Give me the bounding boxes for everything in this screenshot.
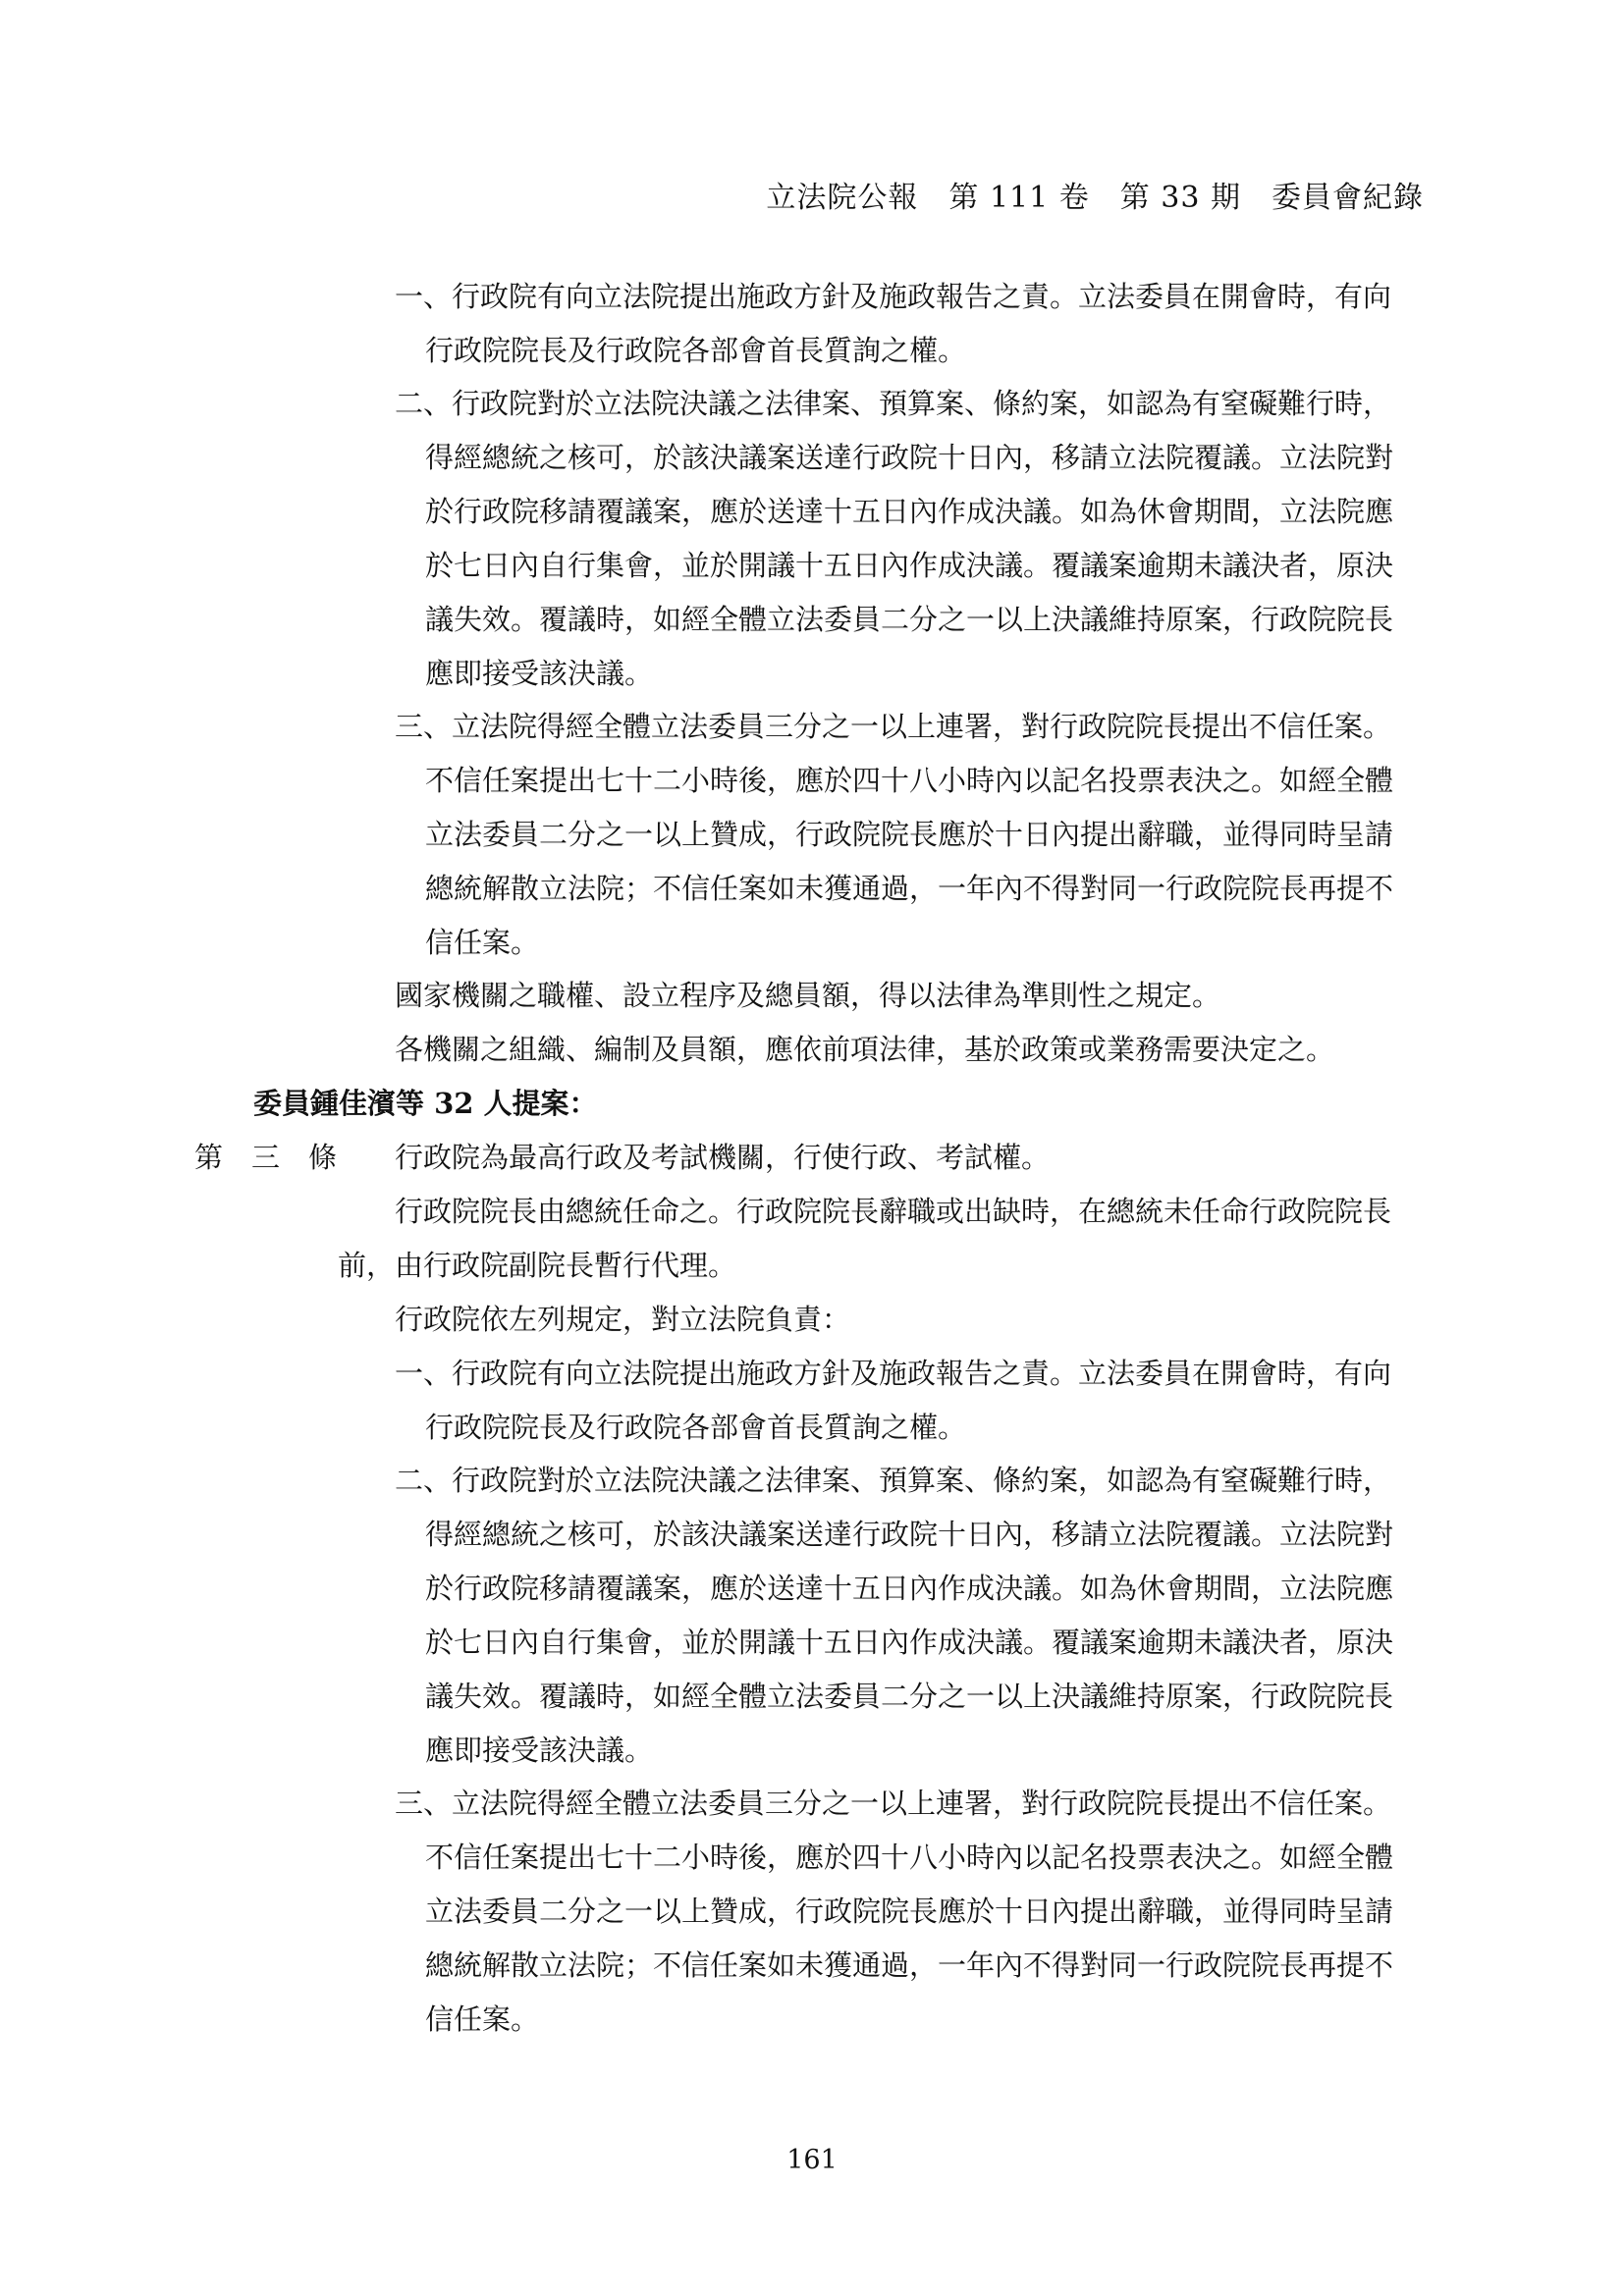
page-number: 161: [786, 2145, 838, 2175]
clause-item-3: [395, 709, 1435, 960]
clause-line: 立法委員二分之一以上贊成，行政院院長應於十日內提出辭職，並得同時呈請: [425, 818, 1394, 851]
clause-line: 二、行政院對於立法院決議之法律案、預算案、條約案，如認為有窒礙難行時，: [395, 387, 1392, 420]
clause-line: 二、行政院對於立法院決議之法律案、預算案、條約案，如認為有窒礙難行時，: [395, 1464, 1392, 1497]
clause-line: 應即接受該決議。: [425, 1734, 654, 1767]
clause-item-2: [395, 386, 1435, 691]
paragraph: 行政院依左列規定，對立法院負責：: [395, 1303, 851, 1336]
clause-line: 一、行政院有向立法院提出施政方針及施政報告之責。立法委員在開會時，有向: [395, 280, 1392, 313]
article-label: 第 三 條: [194, 1141, 338, 1174]
clause-line: 立法委員二分之一以上贊成，行政院院長應於十日內提出辭職，並得同時呈請: [425, 1895, 1394, 1928]
article-clause-item-2: [395, 1463, 1435, 1768]
clause-line: 得經總統之核可，於該決議案送達行政院十日內，移請立法院覆議。立法院對: [425, 441, 1394, 474]
clause-line: 應即接受該決議。: [425, 657, 654, 690]
page-content: [0, 279, 1624, 2055]
proposal-heading: 委員鍾佳濱等 32 人提案：: [253, 1087, 598, 1120]
page-header: 立法院公報 第 111 卷 第 33 期 委員會紀錄: [766, 181, 1424, 215]
paragraph: 各機關之組織、編制及員額，應依前項法律，基於政策或業務需要決定之。: [395, 1033, 1335, 1066]
clause-line: 議失效。覆議時，如經全體立法委員二分之一以上決議維持原案，行政院院長: [425, 1680, 1394, 1713]
clause-line: 信任案。: [425, 926, 540, 959]
clause-line: 於行政院移請覆議案，應於送達十五日內作成決議。如為休會期間，立法院應: [425, 495, 1394, 528]
clause-line: 總統解散立法院；不信任案如未獲通過，一年內不得對同一行政院院長再提不: [425, 872, 1394, 905]
clause-line: 行政院院長及行政院各部會首長質詢之權。: [425, 1411, 967, 1444]
clause-line: 三、立法院得經全體立法委員三分之一以上連署，對行政院院長提出不信任案。: [395, 1787, 1392, 1820]
clause-line: 不信任案提出七十二小時後，應於四十八小時內以記名投票表決之。如經全體: [425, 764, 1394, 797]
article-first-line: 行政院為最高行政及考試機關，行使行政、考試權。: [395, 1141, 1051, 1174]
paragraph-line: 行政院院長由總統任命之。行政院院長辭職或出缺時，在總統未任命行政院院長: [395, 1195, 1392, 1228]
clause-line: 一、行政院有向立法院提出施政方針及施政報告之責。立法委員在開會時，有向: [395, 1357, 1392, 1390]
clause-line: 三、立法院得經全體立法委員三分之一以上連署，對行政院院長提出不信任案。: [395, 710, 1392, 743]
clause-line: 總統解散立法院；不信任案如未獲通過，一年內不得對同一行政院院長再提不: [425, 1949, 1394, 1982]
clause-line: 議失效。覆議時，如經全體立法委員二分之一以上決議維持原案，行政院院長: [425, 603, 1394, 636]
clause-item-1: [395, 279, 1435, 368]
clause-line: 得經總統之核可，於該決議案送達行政院十日內，移請立法院覆議。立法院對: [425, 1518, 1394, 1551]
clause-line: 信任案。: [425, 2002, 540, 2036]
article-paragraph-2: [0, 1194, 1624, 1283]
paragraph-line: 前，由行政院副院長暫行代理。: [338, 1249, 737, 1282]
article-clause-item-3: [395, 1786, 1435, 2037]
clause-line: 於行政院移請覆議案，應於送達十五日內作成決議。如為休會期間，立法院應: [425, 1572, 1394, 1605]
clause-line: 行政院院長及行政院各部會首長質詢之權。: [425, 334, 967, 367]
clause-line: 於七日內自行集會，並於開議十五日內作成決議。覆議案逾期未議決者，原決: [425, 549, 1394, 582]
clause-line: 於七日內自行集會，並於開議十五日內作成決議。覆議案逾期未議決者，原決: [425, 1626, 1394, 1659]
clause-line: 不信任案提出七十二小時後，應於四十八小時內以記名投票表決之。如經全體: [425, 1841, 1394, 1874]
article-clause-item-1: [395, 1356, 1435, 1445]
article-row: [0, 1140, 1624, 1175]
paragraph: 國家機關之職權、設立程序及總員額，得以法律為準則性之規定。: [395, 979, 1221, 1012]
